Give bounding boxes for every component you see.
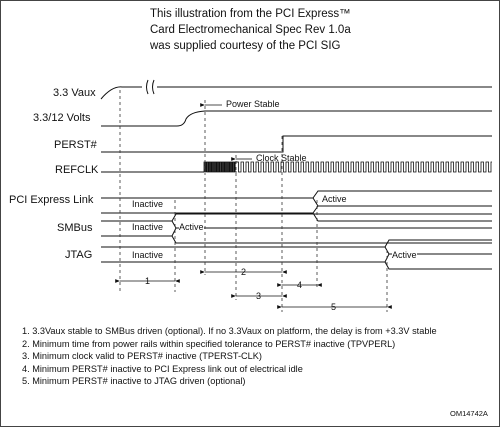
credit-line-3: was supplied courtesy of the PCI SIG [150,40,341,52]
signal-label-pcie-link: PCI Express Link [9,194,94,206]
signal-label-smbus: SMBus [57,222,93,234]
perst-waveform [101,136,492,152]
signal-label-volts: 3.3/12 Volts [33,112,91,124]
interval-arrows [120,272,387,307]
power-stable-label: Power Stable [226,99,280,109]
note-item: 4. Minimum PERST# inactive to PCI Express link out of electrical idle [22,363,303,374]
note-item: 3. Minimum clock valid to PERST# inactive (TPERST-CLK) [22,351,262,361]
interval-label-5: 5 [331,302,337,312]
smbus-active-label: Active [179,222,204,232]
refclk-stable-trace [236,162,492,172]
signal-label-jtag: JTAG [65,249,93,261]
smbus-inactive-label: Inactive [132,222,164,232]
pcie-link-inactive-label: Inactive [132,199,164,209]
clock-stable-label: Clock Stable [256,153,307,163]
pcie-link-active-label: Active [322,194,347,204]
annotation-pointers [205,105,252,159]
volts-waveform [101,111,492,126]
vaux-waveform [101,80,492,99]
interval-label-4: 4 [297,280,303,290]
refclk-stable-region [236,162,492,172]
note-item: 2. Minimum time from power rails within specified tolerance to PERST# inactive (TPVPERL) [22,338,396,349]
notes-list [22,325,437,388]
signal-label-perst: PERST# [54,139,97,151]
interval-label-2: 2 [241,267,247,277]
credit-line-2: Card Electromechanical Spec Rev 1.0a [150,24,351,36]
note-item: 1. 3.3Vaux stable to SMBus driven (optional). If no 3.3Vaux on platform, the delay is from +3.3V stable [22,326,437,336]
refclk-jitter-trace [204,162,238,172]
signal-label-vaux: 3.3 Vaux [53,87,96,99]
interval-label-3: 3 [256,291,262,301]
interval-label-1: 1 [145,276,151,286]
credit-line-1: This illustration from the PCI Express™ [150,8,351,20]
jtag-inactive-label: Inactive [132,250,164,260]
interval-labels [145,267,336,312]
document-id: OM14742A [450,409,488,418]
refclk-waveform [101,162,492,172]
signal-label-refclk: REFCLK [55,164,99,176]
refclk-unstable-region [204,162,238,172]
note-item: 5. Minimum PERST# inactive to JTAG driven (optional) [22,376,246,386]
jtag-active-label: Active [392,250,417,260]
